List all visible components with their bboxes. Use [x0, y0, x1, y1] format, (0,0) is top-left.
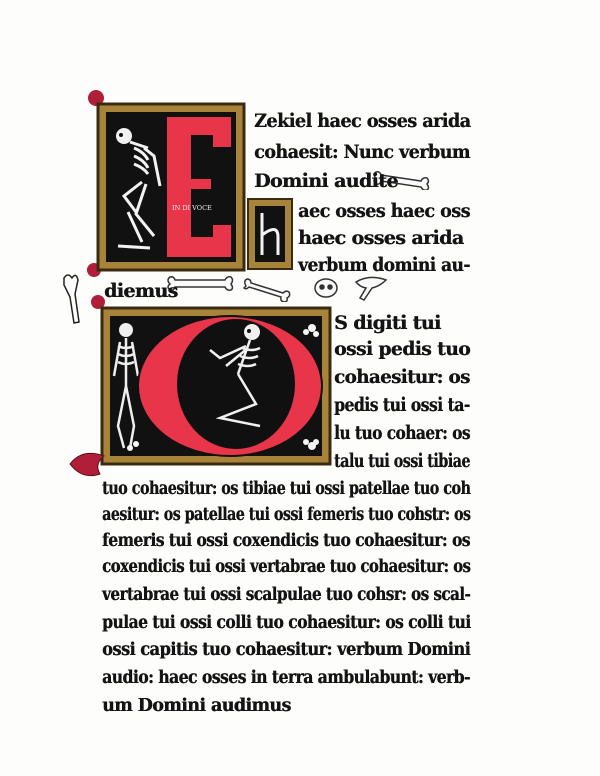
- text-line: cohaesitur: os: [334, 366, 470, 388]
- text-line: ossi pedis tuo: [334, 338, 471, 360]
- text-line: vertabrae tui ossi scalpulae tuo cohsr: os scal-: [102, 585, 471, 605]
- text-line: talu tui ossi tibiae: [334, 450, 470, 472]
- jawbone-icon: [356, 277, 386, 300]
- small-initial-h: [246, 197, 294, 271]
- text-line: ossi capitis tuo cohaesitur: verbum Domini: [102, 640, 471, 660]
- text-line: cohaesit: Nunc verbum: [254, 141, 470, 163]
- bone-icon: [244, 279, 290, 302]
- text-line: audio: haec osses in terra ambulabunt: verb-: [102, 668, 470, 688]
- text-line: diemus: [104, 280, 178, 302]
- text-line: femeris tui ossi coxendicis tuo cohaesitur: os: [102, 531, 470, 551]
- bones-decoration: [160, 272, 420, 302]
- text-line: verbum domini au-: [298, 254, 470, 276]
- red-flourish: [64, 446, 110, 482]
- text-line: um Domini audimus: [102, 696, 291, 716]
- skull-icon: [315, 279, 337, 297]
- text-line: Zekiel haec osses arida: [254, 110, 471, 132]
- initial-e-inscription: IN DI VOCE: [172, 204, 212, 212]
- initial-e-illumination: [84, 86, 254, 281]
- skeleton-arm-icon: [64, 275, 79, 323]
- text-line: tuo cohaesitur: os tibiae tui ossi patellae tuo coh: [102, 479, 471, 499]
- text-line: Domini audite: [254, 170, 398, 192]
- text-line: aesitur: os patellae tui ossi femeris tuo cohstr: os: [102, 505, 471, 525]
- text-line: pedis tui ossi ta-: [334, 394, 470, 416]
- text-line: aec osses haec oss: [298, 200, 470, 222]
- text-line: S digiti tui: [334, 312, 441, 334]
- text-line: haec osses arida: [298, 227, 464, 249]
- text-line: pulae tui ossi colli tuo cohaesitur: os colli tui: [102, 613, 471, 633]
- text-line: coxendicis tui ossi vertabrae tuo cohaesitur: os: [102, 557, 471, 577]
- text-line: lu tuo cohaer: os: [334, 422, 470, 444]
